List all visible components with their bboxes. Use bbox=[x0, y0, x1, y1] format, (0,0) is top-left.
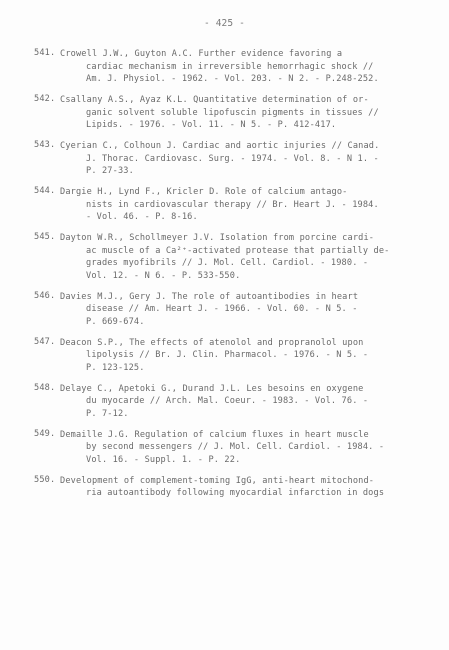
reference-line: lipolysis // Br. J. Clin. Pharmacol. - 1976. - N 5. - bbox=[86, 350, 369, 360]
reference-line: J. Thorac. Cardiovasc. Surg. - 1974. - Vol. 8. - N 1. - bbox=[86, 153, 379, 164]
reference-line: Csallany A.S., Ayaz K.L. Quantitative determination of or- bbox=[60, 95, 369, 105]
reference-line: Dargie H., Lynd F., Kricler D. Role of calcium antago- bbox=[60, 187, 348, 197]
reference-text bbox=[60, 475, 439, 500]
reference-line: Crowell J.W., Guyton A.C. Further evidence favoring a bbox=[60, 49, 343, 59]
reference-text bbox=[60, 291, 439, 329]
reference-entry bbox=[34, 291, 439, 329]
reference-number: 545. bbox=[34, 232, 56, 242]
reference-number: 542. bbox=[34, 94, 56, 104]
reference-text bbox=[60, 232, 439, 282]
reference-text bbox=[60, 337, 439, 375]
reference-entry bbox=[34, 337, 439, 375]
reference-line: Lipids. - 1976. - Vol. 11. - N 5. - P. 412-417. bbox=[86, 120, 337, 130]
reference-text bbox=[60, 383, 439, 421]
reference-line: Davies M.J., Gery J. The role of autoantibodies in heart bbox=[60, 291, 359, 302]
reference-line: Delaye C., Apetoki G., Durand J.L. Les besoins en oxygene bbox=[60, 383, 364, 394]
reference-text bbox=[60, 429, 439, 467]
reference-text bbox=[60, 186, 439, 224]
reference-line: P. 669-674. bbox=[86, 316, 145, 327]
reference-number: 546. bbox=[34, 290, 56, 301]
reference-line: Dayton W.R., Schollmeyer J.V. Isolation from porcine cardi- bbox=[60, 233, 375, 243]
reference-line: nists in cardiovascular therapy // Br. Heart J. - 1984. bbox=[86, 199, 379, 210]
reference-text bbox=[60, 140, 439, 178]
reference-line: cardiac mechanism in irreversible hemorrhagic shock // bbox=[86, 61, 374, 72]
page-number: - 425 - bbox=[203, 18, 246, 29]
reference-line: disease // Am. Heart J. - 1966. - Vol. 60. - N 5. - bbox=[86, 304, 358, 314]
reference-line: Cyerian C., Colhoun J. Cardiac and aortic injuries // Canad. bbox=[60, 141, 380, 151]
reference-number: 543. bbox=[34, 140, 56, 150]
reference-entry bbox=[34, 429, 439, 467]
reference-entry bbox=[34, 383, 439, 421]
reference-number: 541. bbox=[34, 48, 56, 58]
reference-number: 549. bbox=[34, 428, 56, 439]
reference-line: Am. J. Physiol. - 1962. - Vol. 203. - N 2. - P.248-252. bbox=[86, 74, 379, 84]
reference-line: by second messengers // J. Mol. Cell. Cardiol. - 1984. - bbox=[86, 442, 385, 452]
reference-line: P. 123-125. bbox=[86, 362, 145, 373]
reference-line: Demaille J.G. Regulation of calcium fluxes in heart muscle bbox=[60, 429, 369, 440]
reference-entry bbox=[34, 48, 439, 86]
reference-number: 547. bbox=[34, 336, 56, 347]
reference-line: Deacon S.P., The effects of atenolol and propranolol upon bbox=[60, 337, 364, 348]
reference-line: Vol. 16. - Suppl. 1. - P. 22. bbox=[86, 454, 241, 465]
reference-number: 548. bbox=[34, 382, 56, 393]
reference-line: ganic solvent soluble lipofuscin pigments in tissues // bbox=[86, 107, 379, 118]
reference-text bbox=[60, 48, 439, 86]
reference-line: grades myofibrils // J. Mol. Cell. Cardiol. - 1980. - bbox=[86, 258, 369, 268]
reference-line: P. 27-33. bbox=[86, 166, 134, 176]
reference-line: du myocarde // Arch. Mal. Coeur. - 1983. - Vol. 76. - bbox=[86, 396, 369, 406]
reference-entry bbox=[34, 94, 439, 132]
reference-line: ac muscle of a Ca²⁺-activated protease that partially de- bbox=[86, 245, 390, 256]
reference-line: Vol. 12. - N 6. - P. 533-550. bbox=[86, 270, 241, 281]
reference-number: 550. bbox=[34, 474, 56, 485]
reference-entry bbox=[34, 232, 439, 282]
reference-list bbox=[34, 48, 439, 508]
reference-entry bbox=[34, 186, 439, 224]
reference-entry bbox=[34, 140, 439, 178]
reference-line: Development of complement-toming IgG, anti-heart mitochond- bbox=[60, 475, 375, 486]
reference-line: P. 7-12. bbox=[86, 408, 129, 419]
reference-number: 544. bbox=[34, 186, 56, 196]
reference-line: ria autoantibody following myocardial infarction in dogs bbox=[86, 488, 385, 498]
reference-entry bbox=[34, 475, 439, 500]
reference-line: - Vol. 46. - P. 8-16. bbox=[86, 212, 198, 222]
reference-text bbox=[60, 94, 439, 132]
